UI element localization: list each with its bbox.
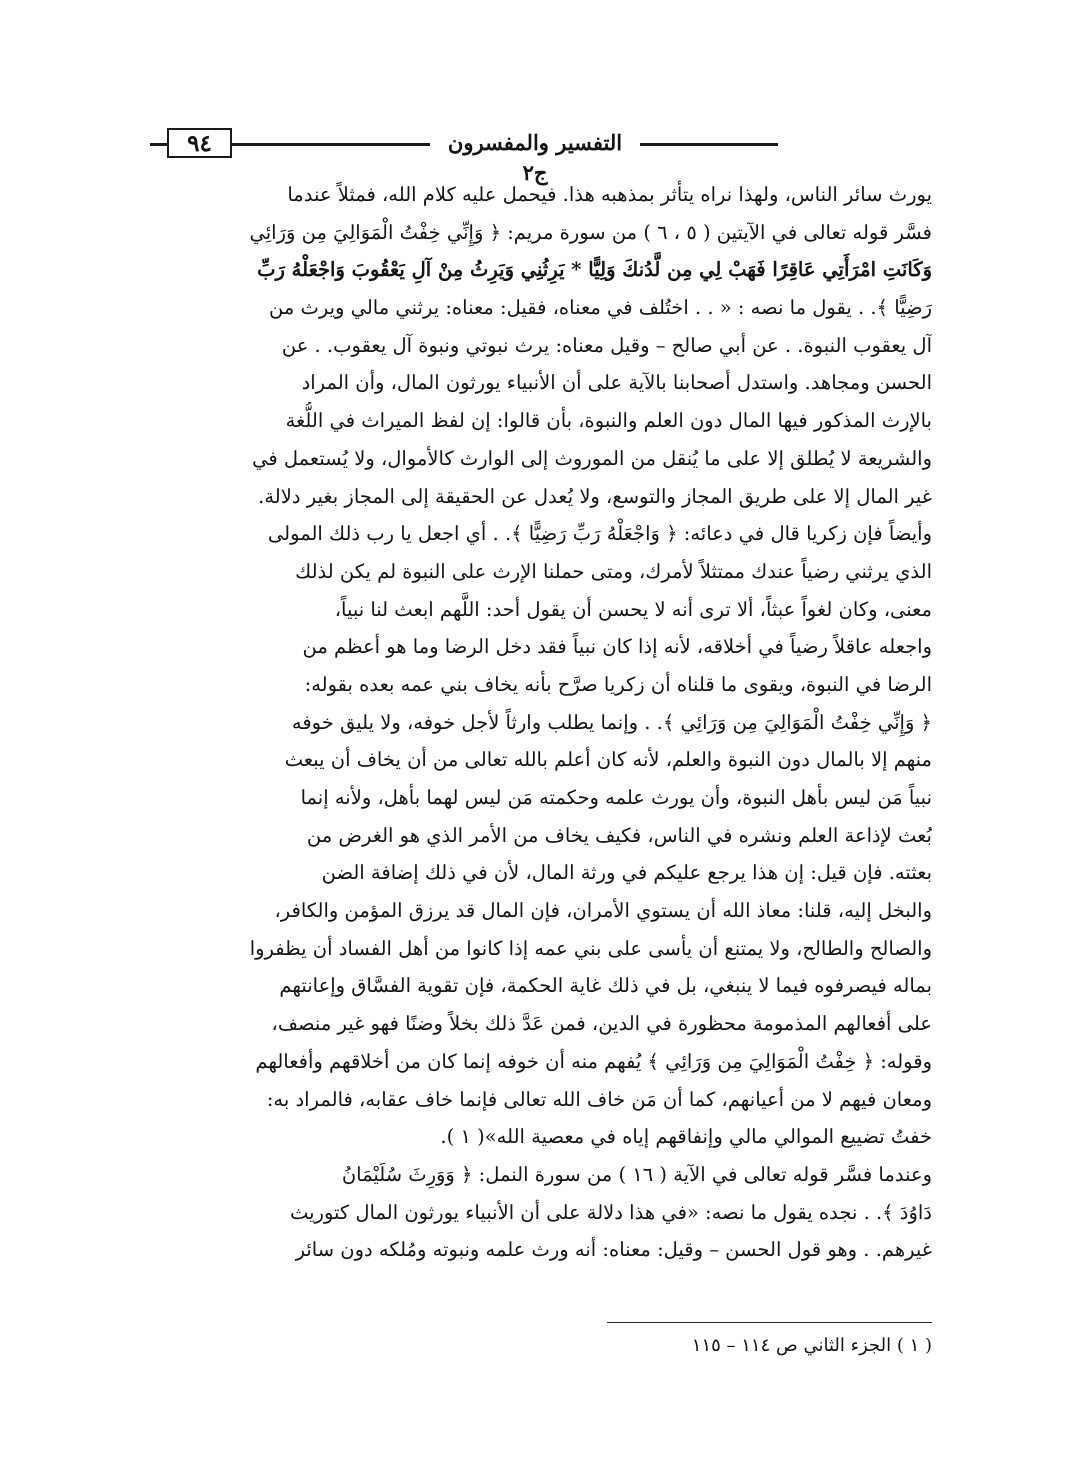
text-line: دَاوُدَ ﴾. . نجده يقول ما نصه: «في هذا دلالة على أن الأنبياء يورثون المال كتوريث xyxy=(289,1200,932,1224)
footnote-rule xyxy=(607,1322,932,1323)
page-number: ٩٤ xyxy=(167,128,232,158)
text-line: على أفعالهم المذمومة محظورة في الدين، فمن عَدَّ ذلك بخلاً وضنًا فهو غير منصف، xyxy=(271,1012,932,1036)
text-line: بماله فيصرفوه فيما لا ينبغي، بل في ذلك غاية الحكمة، فإن تقوية الفسَّاق وإعانتهم xyxy=(279,974,932,998)
text-line: والبخل إليه، قلنا: معاذ الله أن يستوي الأمران، فإن المال قد يرزق المؤمن والكافر، xyxy=(274,899,932,923)
text-line: الحسن ومجاهد. واستدل أصحابنا بالآية على أن الأنبياء يورثون المال، وأن المراد xyxy=(301,371,932,395)
text-line: وَكَانَتِ امْرَأَتِي عَاقِرًا فَهَبْ لِي مِن لَّدُنكَ وَلِيًّا * يَرِثُنِي وَيَرِثُ مِنْ آلِ يَعْقُوبَ وَاجْعَلْهُ رَبِّ xyxy=(257,258,932,282)
text-line: فسَّر قوله تعالى في الآيتين ( ٥ ، ٦ ) من سورة مريم: ﴿ وَإِنِّي خِفْتُ الْمَوَالِيَ مِن وَرَائِي xyxy=(249,220,932,244)
text-line: ﴿ وَإِنِّي خِفْتُ الْمَوَالِيَ مِن وَرَائِي ﴾. . وإنما يطلب وارثاً لأجل خوفه، ولا يليق خوفه xyxy=(291,710,932,734)
text-line: واجعله عاقلاً رضياً في أخلاقه، لأنه إذا كان نبياً فقد دخل الرضا وما هو أعظم من xyxy=(302,635,932,659)
header-rule-middle xyxy=(232,143,430,146)
text-line: خفتُ تضييع الموالي مالي وإنفاقهم إياه في معصية الله»( ١ ). xyxy=(440,1125,932,1149)
text-line: ومعان فيهم لا من أعيانهم، كما أن مَن خاف الله تعالى فإنما خاف عقابه، فالمراد به: xyxy=(266,1087,932,1111)
text-line: نبياً مَن ليس بأهل النبوة، وأن يورث علمه وحكمته مَن ليس لهما بأهل، ولأنه إنما xyxy=(300,786,932,809)
text-line: رَضِيًّا ﴾. . يقول ما نصه : « . . اختُلف في معناه، فقيل: معناه: يرثني مالي ويرث من xyxy=(268,296,932,320)
text-line: بعثته. فإن قيل: إن هذا يرجع عليكم في ورثة المال، لأن في ذلك إضافة الضن xyxy=(321,861,932,885)
text-line: وعندما فسَّر قوله تعالى في الآية ( ١٦ ) من سورة النمل: ﴿ وَوَرِثَ سُلَيْمَانُ xyxy=(341,1162,932,1186)
body-text xyxy=(156,176,932,1269)
text-line: وقوله: ﴿ خِفْتُ الْمَوَالِيَ مِن وَرَائِي ﴾ يُفهم منه أن خوفه إنما كان من أخلاقهم وأفعالهم xyxy=(255,1049,932,1073)
footnote: ( ١ ) الجزء الثاني ص ١١٤ – ١١٥ xyxy=(691,1335,932,1356)
running-title: التفسير والمفسرون ج٢ xyxy=(447,130,623,185)
text-line: غير المال إلا على طريق المجاز والتوسع، ولا يُعدل عن الحقيقة إلى المجاز بغير دلالة. xyxy=(258,484,932,508)
text-line: غيرهم. . وهو قول الحسن – وقيل: معناه: أنه ورث علمه ونبوته ومُلكه دون سائر xyxy=(295,1238,932,1262)
text-line: معنى، وكان لغواً عبثاً، ألا ترى أنه لا يحسن أن يقول أحد: اللَّهم ابعث لنا نبياً، xyxy=(334,597,932,621)
text-line: والشريعة لا يُطلق إلا على ما يُنقل من الموروث إلى الوارث كالأموال، ولا يُستعمل في xyxy=(252,446,932,470)
text-line: وأيضاً فإن زكريا قال في دعائه: ﴿ وَاجْعَلْهُ رَبِّ رَضِيًّا ﴾. . أي اجعل يا رب ذلك المولى xyxy=(267,522,932,546)
text-line: الذي يرثني رضياً عندك ممتثلاً لأمرك، ومتى حملنا الإرث على النبوة لم يكن لذلك xyxy=(295,559,932,583)
text-line: والصالح والطالح، ولا يمتنع أن يأسى على بني عمه إذا كانوا من أهل الفساد أن يظفروا xyxy=(249,936,932,960)
text-line: آل يعقوب النبوة. . عن أبي صالح – وقيل معناه: يرث نبوتي ونبوة آل يعقوب. . عن xyxy=(281,333,932,357)
page-header xyxy=(150,128,940,185)
text-line: منهم إلا بالمال دون النبوة والعلم، لأنه كان أعلم بالله تعالى من أن يخاف أن يبعث xyxy=(284,748,932,772)
text-line: بالإرث المذكور فيها المال دون العلم والنبوة، بأن قالوا: إن لفظ الميراث في اللُّغة xyxy=(285,409,932,433)
text-line: بُعث لإذاعة العلم ونشره في الناس، فكيف يخاف من الأمر الذي هو الغرض من xyxy=(306,823,932,847)
text-line: الرضا في النبوة، ويقوى ما قلناه أن زكريا صرَّح بأنه يخاف بني عمه بعده بقوله: xyxy=(304,672,932,696)
text-line: يورث سائر الناس، ولهذا نراه يتأثر بمذهبه هذا. فيحمل عليه كلام الله، فمثلاً عندما xyxy=(287,183,932,206)
header-rule-right xyxy=(640,143,778,146)
